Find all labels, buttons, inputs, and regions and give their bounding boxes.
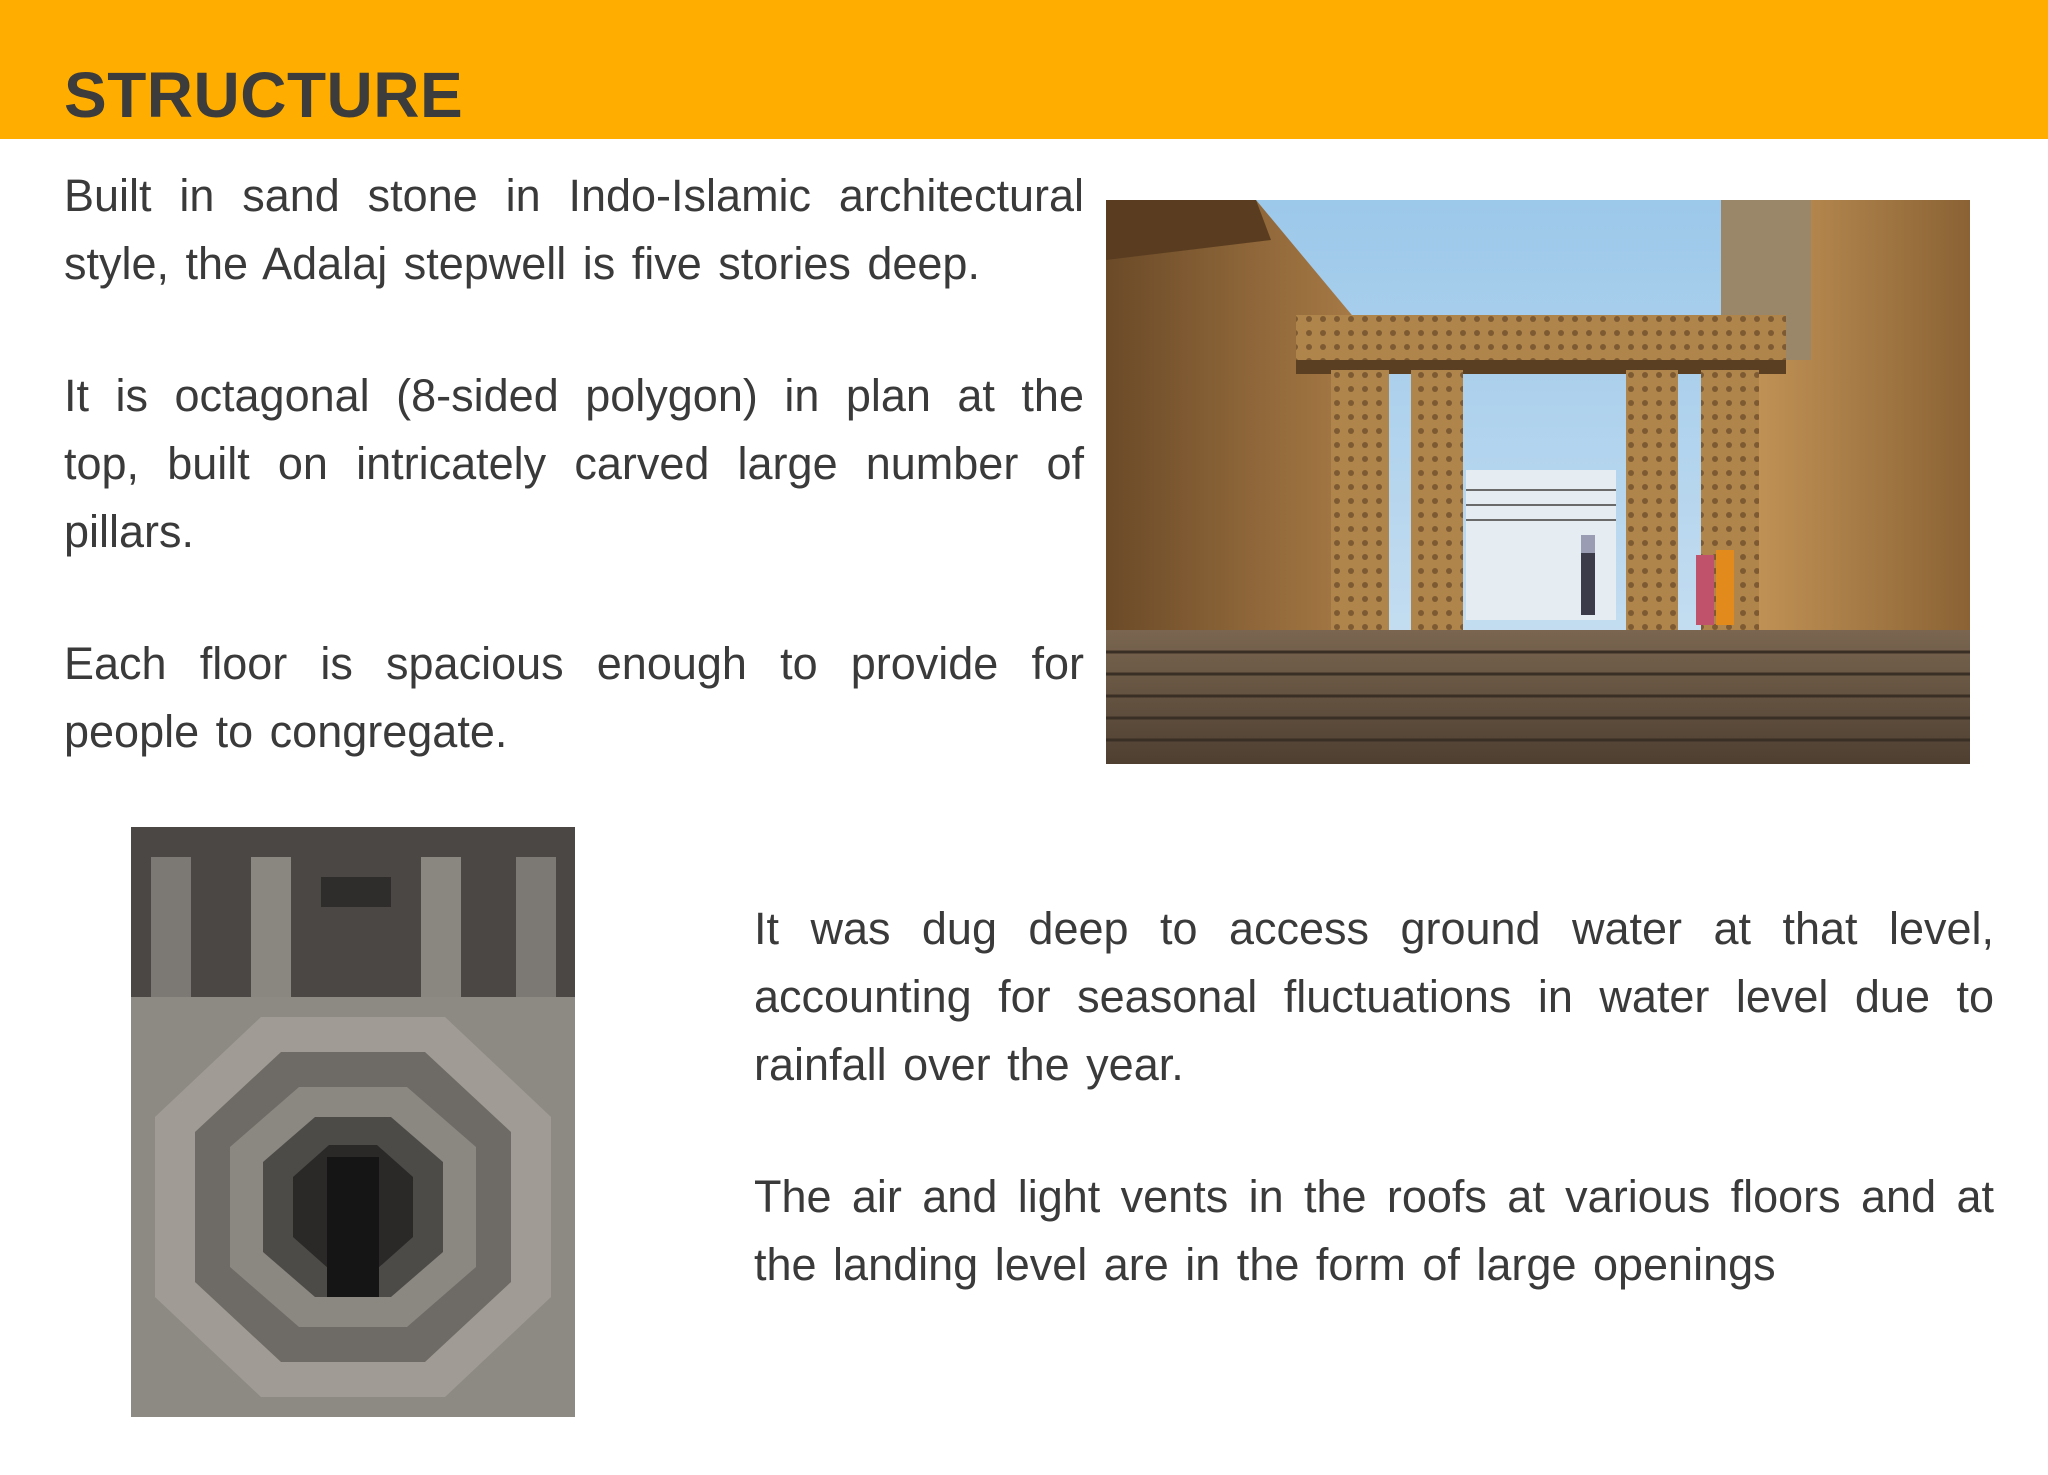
stepwell-facade-photo	[1106, 200, 1970, 764]
left-text-block	[64, 162, 1084, 766]
octagonal-well-photo	[131, 827, 575, 1417]
paragraph-floors: Each floor is spacious enough to provide for people to congregate.	[64, 638, 1084, 757]
paragraph-groundwater: It was dug deep to access ground water at that level, accounting for seasonal fluctuations in water level due to rainfall over the year.	[754, 903, 1994, 1090]
paragraph-materials: Built in sand stone in Indo-Islamic architectural style, the Adalaj stepwell is five stories deep.	[64, 170, 1084, 289]
stepwell-facade-image	[1106, 200, 1970, 764]
paragraph-vents: The air and light vents in the roofs at various floors and at the landing level are in the form of large openings	[754, 1171, 1994, 1290]
slide-title: STRUCTURE	[64, 59, 464, 131]
right-text-block	[754, 895, 1994, 1299]
octagonal-well-image	[131, 827, 575, 1417]
paragraph-plan: It is octagonal (8-sided polygon) in plan at the top, built on intricately carved large number of pillars.	[64, 370, 1084, 557]
